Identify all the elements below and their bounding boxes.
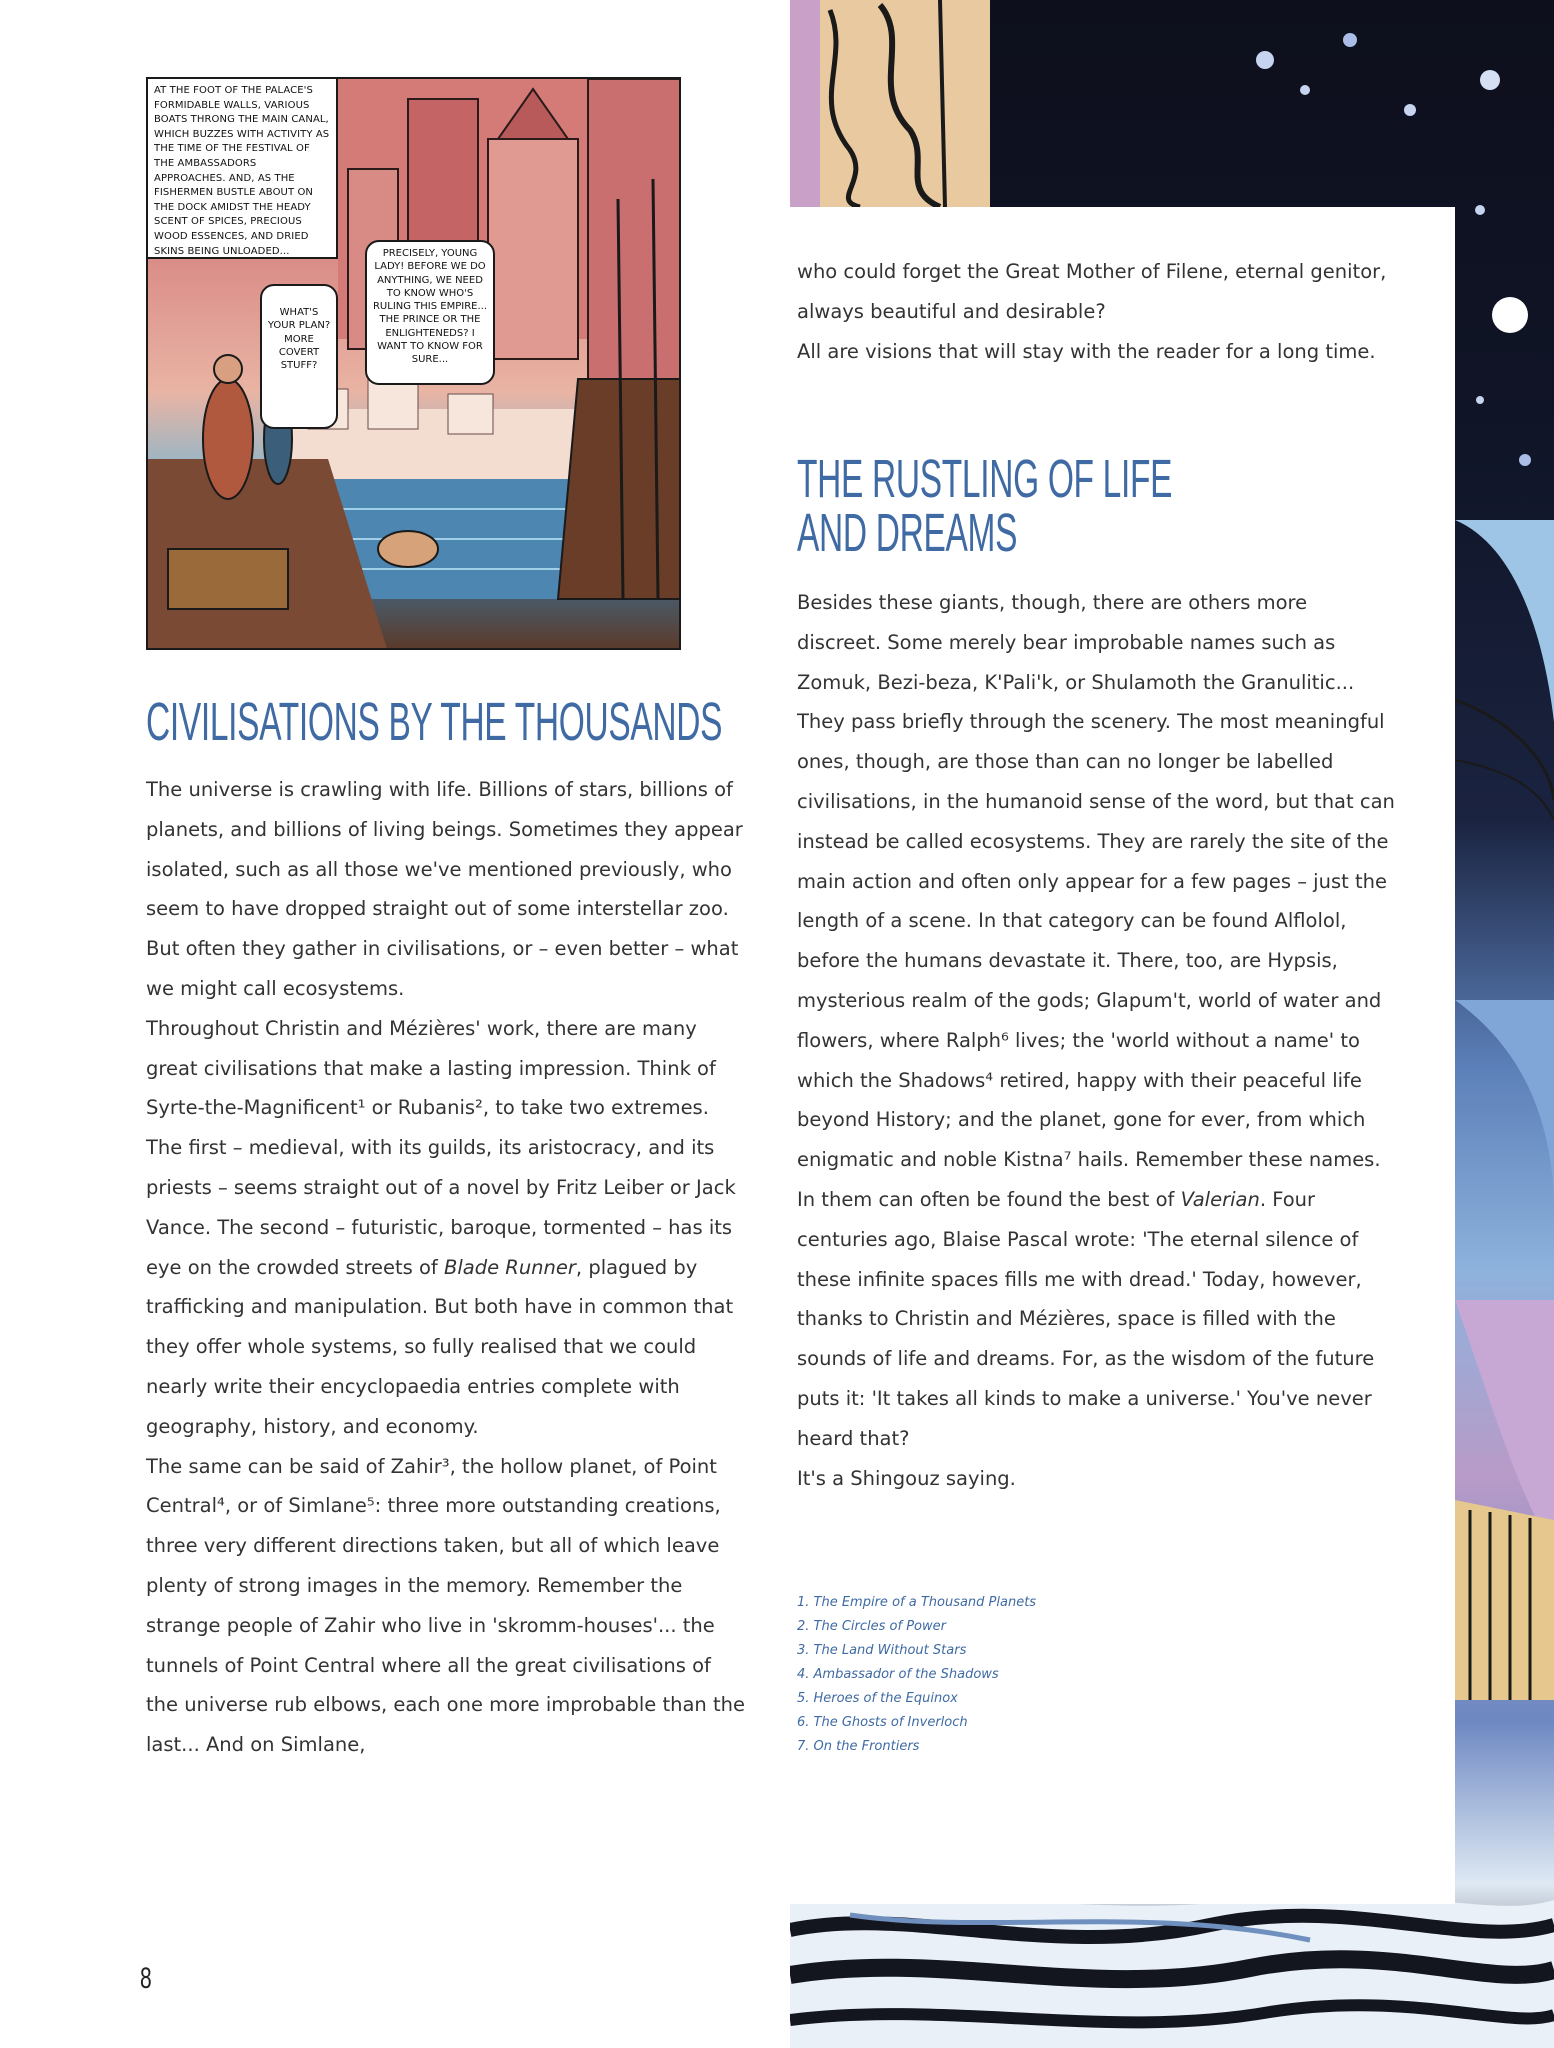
footnote-7: 7. On the Frontiers <box>797 1739 920 1754</box>
left-paragraph-1: The universe is crawling with life. Billions of stars, billions of planets, and billions of living beings. Sometimes they appear isolated, such as all those we've mentioned previously, who seem to have dropped straight out of some interstellar zoo. But often they gather in civilisations, or – even better – what we might call ecosystems. <box>146 778 743 1000</box>
right-paragraph-2: It's a Shingouz saying. <box>797 1466 1016 1490</box>
footnote-6: 6. The Ghosts of Inverloch <box>797 1715 968 1730</box>
speech-bubble-right: PRECISELY, YOUNG LADY! BEFORE WE DO ANYTHING, WE NEED TO KNOW WHO'S RULING THIS EMPIRE... THE PRINCE OR THE ENLIGHTENEDS? I WANT TO KNOW FOR SURE... <box>365 240 495 385</box>
left-paragraph-2: Throughout Christin and Mézières' work, there are many great civilisations that make a lasting impression. Think of Syrte-the-Magnificent¹ or Rubanis², to take two extremes. The first – medieval, with its guilds, its aristocracy, and its priests – seems straight out of a novel by Fritz Leiber or Jack Vance. The second – futuristic, baroque, tormented – has its eye on the crowded streets of Blade Runner, plagued by trafficking and manipulation. But both have in common that they offer whole systems, so fully realised that we could nearly write their encyclopaedia entries complete with geography, history, and economy. <box>146 1016 736 1438</box>
footnote-5: 5. Heroes of the Equinox <box>797 1691 958 1706</box>
speech-bubble-left: WHAT'S YOUR PLAN? MORE COVERT STUFF? <box>260 284 338 429</box>
right-heading-line-1: THE RUSTLING OF LIFE <box>797 449 1173 509</box>
right-section-heading <box>797 449 1173 563</box>
comic-caption: AT THE FOOT OF THE PALACE'S FORMIDABLE WALLS, VARIOUS BOATS THRONG THE MAIN CANAL, WHICH BUZZES WITH ACTIVITY AS THE TIME OF THE FESTIVAL OF THE AMBASSADORS APPROACHES. AND, AS THE FISHERMEN BUSTLE ABOUT ON THE DOCK AMIDST THE HEADY SCENT OF SPICES, PRECIOUS WOOD ESSENCES, AND DRIED SKINS BEING UNLOADED... <box>148 79 338 259</box>
right-heading-line-2: AND DREAMS <box>797 503 1018 563</box>
right-paragraph-1: Besides these giants, though, there are others more discreet. Some merely bear improbable names such as Zomuk, Bezi-beza, K'Pali'k, or Shulamoth the Granulitic... They pass briefly through the scenery. The most meaningful ones, though, are those than can no longer be labelled civilisations, in the humanoid sense of the word, but that can instead be called ecosystems. They are rarely the site of the main action and often only appear for a few pages – just the length of a scene. In that category can be found Alflolol, before the humans devastate it. There, too, are Hypsis, mysterious realm of the gods; Glapum't, world of water and flowers, where Ralph⁶ lives; the 'world without a name' to which the Shadows⁴ retired, happy with their peaceful life beyond History; and the planet, gone for ever, from which enigmatic and noble Kistna⁷ hails. Remember these names. In them can often be found the best of Valerian. Four centuries ago, Blaise Pascal wrote: 'The eternal silence of these infinite spaces fills me with dread.' Today, however, thanks to Christin and Mézières, space is filled with the sounds of life and dreams. For, as the wisdom of the future puts it: 'It takes all kinds to make a universe.' You've never heard that? <box>797 591 1395 1450</box>
footnote-1: 1. The Empire of a Thousand Planets <box>797 1595 1037 1610</box>
right-continued-text <box>797 252 1397 371</box>
left-paragraph-3: The same can be said of Zahir³, the hollow planet, of Point Central⁴, or of Simlane⁵: three more outstanding creations, three very different directions taken, but all of which leave plenty of strong images in the memory. Remember the strange people of Zahir who live in 'skromm-houses'... the tunnels of Point Central where all the great civilisations of the universe rub elbows, each one more improbable than the last... And on Simlane, <box>146 1454 745 1757</box>
footnote-2: 2. The Circles of Power <box>797 1619 946 1634</box>
footnote-3: 3. The Land Without Stars <box>797 1643 967 1658</box>
page-number: 8 <box>140 1962 152 1995</box>
footnote-4: 4. Ambassador of the Shadows <box>797 1667 999 1682</box>
right-section-body <box>797 583 1397 1498</box>
footnotes-list <box>797 1591 1036 1759</box>
left-section-body <box>146 770 746 1765</box>
right-continued-paragraph-2: All are visions that will stay with the reader for a long time. <box>797 339 1376 363</box>
right-continued-paragraph-1: who could forget the Great Mother of Filene, eternal genitor, always beautiful and desirable? <box>797 260 1387 323</box>
comic-panel <box>146 77 681 650</box>
left-section-heading: CIVILISATIONS BY THE THOUSANDS <box>146 692 723 752</box>
